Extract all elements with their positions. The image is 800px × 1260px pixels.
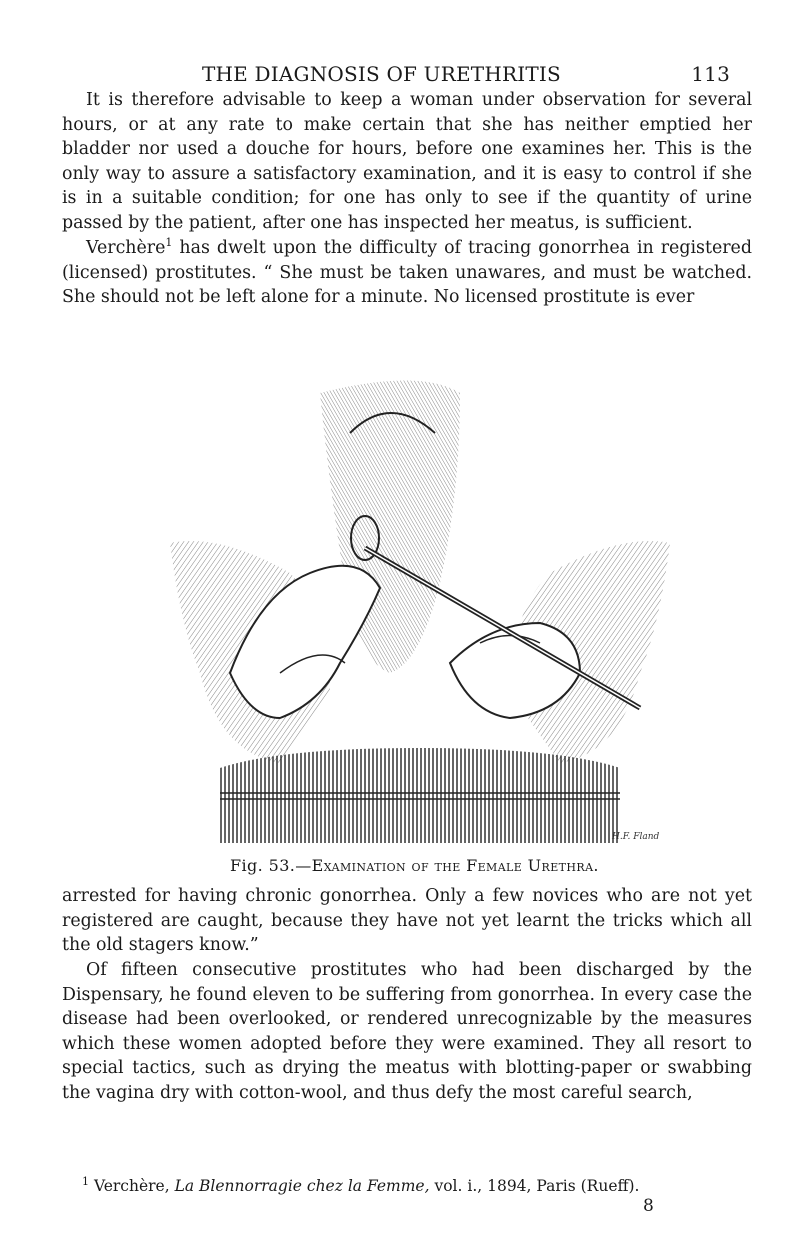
artist-signature: H.F. Fland	[612, 832, 660, 842]
footnote-mark: 1	[82, 1174, 89, 1188]
paragraph-arrested: arrested for having chronic gonorrhea. Only a few novices who are not yet registered are caught, because they have not yet learnt the tricks which all the old stagers know.”	[62, 886, 752, 956]
engraving-illustration	[160, 373, 680, 853]
footnote-rest: vol. i., 1894, Paris (Rueff).	[429, 1177, 640, 1195]
drape	[220, 748, 620, 843]
footnote-author: Verchère,	[93, 1177, 175, 1195]
paragraph-fifteen: Of fifteen consecutive prostitutes who had been discharged by the Dispensary, he found eleven to be suffering from gonorrhea. In every case the disease had been overlooked, or rendered unrecognizable by the measures which these women adopted before they were examined. They all resort to special tactics, such as drying the meatus with blotting-paper or swabbing the vagina dry with cotton-wool, and thus defy the most careful search,	[62, 960, 752, 1103]
signature-mark: 8	[643, 1196, 654, 1216]
footnote-reference: 1	[165, 236, 173, 250]
caption-label: Fig. 53.	[230, 856, 296, 875]
verchere-text: has dwelt upon the difficulty of tracing gonorrhea in registered (licensed) prostitutes. “ She must be taken unawares, and must be watched. She should not be left alone for a minute. No licensed prostitute is ever	[62, 238, 752, 308]
verchere-name: Verchère	[86, 238, 166, 258]
figure-illustration	[160, 373, 680, 853]
page-number: 113	[691, 62, 730, 86]
footnote	[82, 1175, 762, 1197]
header-title: THE DIAGNOSIS OF URETHRITIS	[202, 62, 561, 86]
footnote-title: La Blennorragie chez la Femme,	[174, 1177, 430, 1195]
figure-caption	[230, 856, 710, 875]
caption-text: —Examination of the Female Urethra.	[295, 856, 599, 875]
paragraph-verchere	[62, 236, 752, 310]
paragraph-observation: It is therefore advisable to keep a woman under observation for several hours, or at any rate to make certain that she has neither emptied her bladder nor used a douche for hours, before one examines her. This is the only way to assure a satisfactory examination, and it is easy to control if she is in a suitable condition; for one has only to see if the quantity of urine passed by the patient, after one has inspected her meatus, is sufficient.	[62, 90, 752, 233]
